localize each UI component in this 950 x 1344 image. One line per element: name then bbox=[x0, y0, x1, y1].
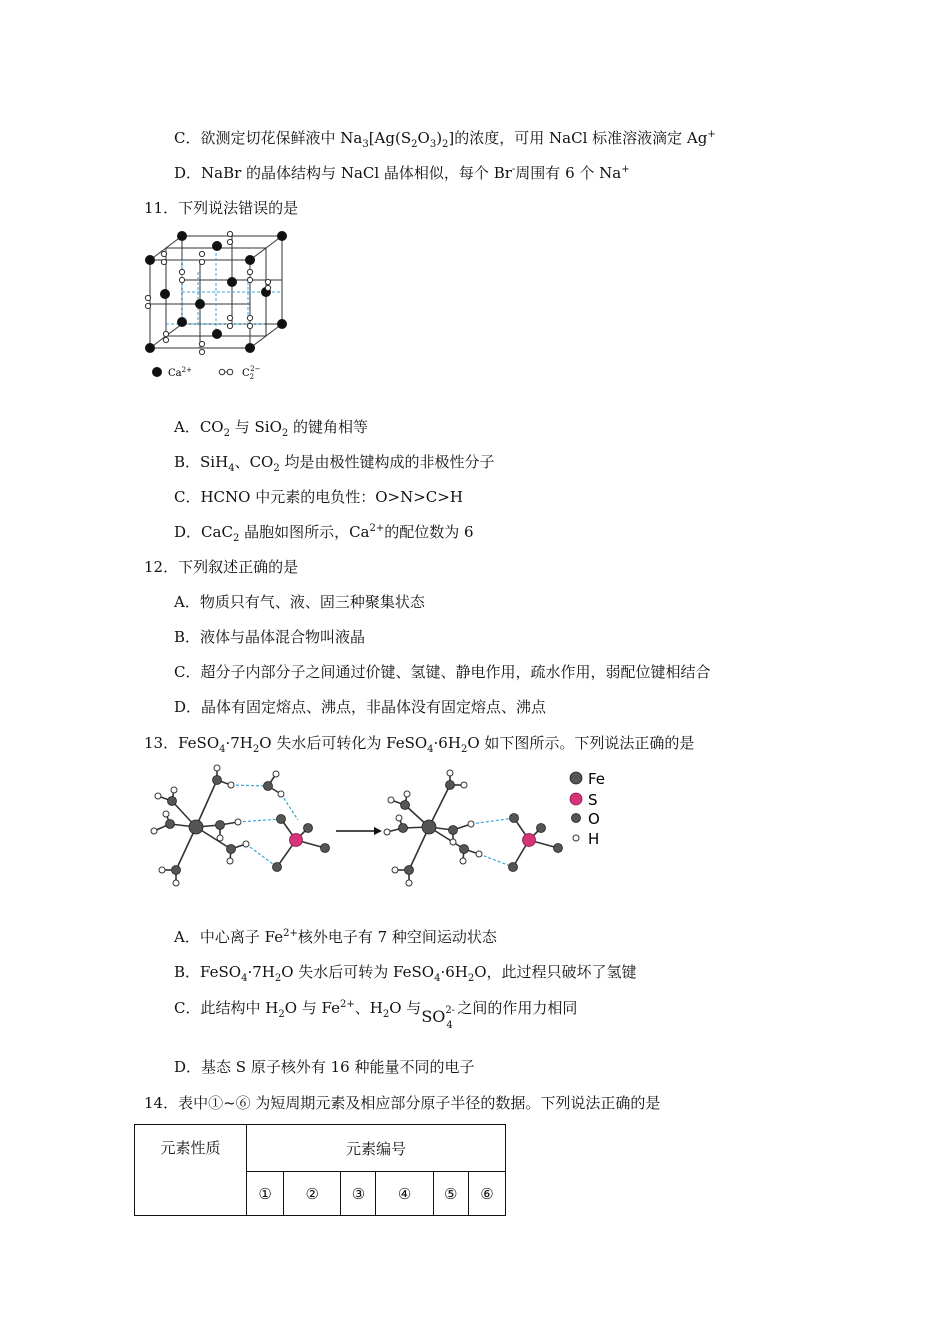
element-data-table bbox=[134, 1124, 506, 1216]
element-num-1: ① bbox=[247, 1172, 284, 1216]
feso4-hydrate-structure-figure bbox=[140, 760, 620, 890]
header-element-property: 元素性质 bbox=[135, 1125, 247, 1216]
q14-stem: 14．表中①~⑥ 为短周期元素及相应部分原子半径的数据。下列说法正确的是 bbox=[144, 1094, 661, 1112]
element-num-3: ③ bbox=[341, 1172, 376, 1216]
element-num-2: ② bbox=[284, 1172, 341, 1216]
element-num-6: ⑥ bbox=[468, 1172, 505, 1216]
q12-option-b: B．液体与晶体混合物叫液晶 bbox=[174, 628, 366, 646]
legend-ca-label: $Ca^{2+}$ bbox=[168, 366, 192, 379]
q11-option-a: A．$CO_2$ 与 SiO$_2$ 的键角相等 bbox=[174, 418, 369, 439]
q13-option-d: D．基态 S 原子核外有 16 种能量不同的电子 bbox=[174, 1058, 475, 1076]
element-num-5: ⑤ bbox=[433, 1172, 468, 1216]
q12-stem: 12．下列叙述正确的是 bbox=[144, 558, 299, 576]
q12-option-a: A．物质只有气、液、固三种聚集状态 bbox=[174, 593, 425, 611]
legend-h: H bbox=[588, 830, 600, 848]
q10-option-c: C．欲测定切花保鲜液中 $Na_3[Ag(S_2O_3)_2]$的浓度，可用 NaCl 标准溶液滴定 Ag+ bbox=[174, 129, 716, 150]
q12-option-d: D．晶体有固定熔点、沸点，非晶体没有固定熔点、沸点 bbox=[174, 698, 547, 716]
element-num-4: ④ bbox=[376, 1172, 433, 1216]
legend-c2-label: $C_22-$ bbox=[242, 365, 261, 381]
q12-option-c: C．超分子内部分子之间通过价键、氢键、静电作用，疏水作用，弱配位键相结合 bbox=[174, 663, 711, 681]
legend-fe: Fe bbox=[588, 770, 606, 788]
arrow-icon bbox=[374, 827, 382, 835]
q13-option-c: C．此结构中 $H_2O$ 与 $Fe^{2+}$、$H_2O$ 与 SO 2- 4 之间的作用力相同 bbox=[174, 999, 578, 1031]
q11-option-d: D．CaC$_2$ 晶胞如图所示，$Ca^{2+}$的配位数为 6 bbox=[174, 523, 474, 544]
legend-o: O bbox=[588, 810, 600, 828]
q11-stem: 11．下列说法错误的是 bbox=[144, 199, 299, 217]
q11-option-b: B．SiH$_4$、$CO_2$ 均是由极性键构成的非极性分子 bbox=[174, 453, 495, 474]
q13-option-b: B．$FeSO_4\cdot 7H_2O$ 失水后可转为 $FeSO_4\cdot 6H_2O$，此过程只破坏了氢键 bbox=[174, 963, 637, 984]
cac2-unit-cell-figure bbox=[138, 226, 298, 386]
header-element-number: 元素编号 bbox=[247, 1125, 506, 1172]
q11-option-c: C．HCNO 中元素的电负性：O>N>C>H bbox=[174, 488, 463, 506]
q10-option-d: D．NaBr 的晶体结构与 NaCl 晶体相似，每个 Br-周围有 6 个 Na+ bbox=[174, 164, 630, 182]
sulfate-ion-formula: SO 2- 4 bbox=[421, 1005, 456, 1031]
legend-s: S bbox=[588, 791, 598, 809]
q13-stem: 13．$FeSO_4\cdot 7H_2O$ 失水后可转化为 $FeSO_4\cdot 6H_2O$ 如下图所示。下列说法正确的是 bbox=[144, 734, 695, 755]
q13-option-a: A．中心离子 $Fe^{2+}$核外电子有 7 种空间运动状态 bbox=[174, 928, 497, 946]
